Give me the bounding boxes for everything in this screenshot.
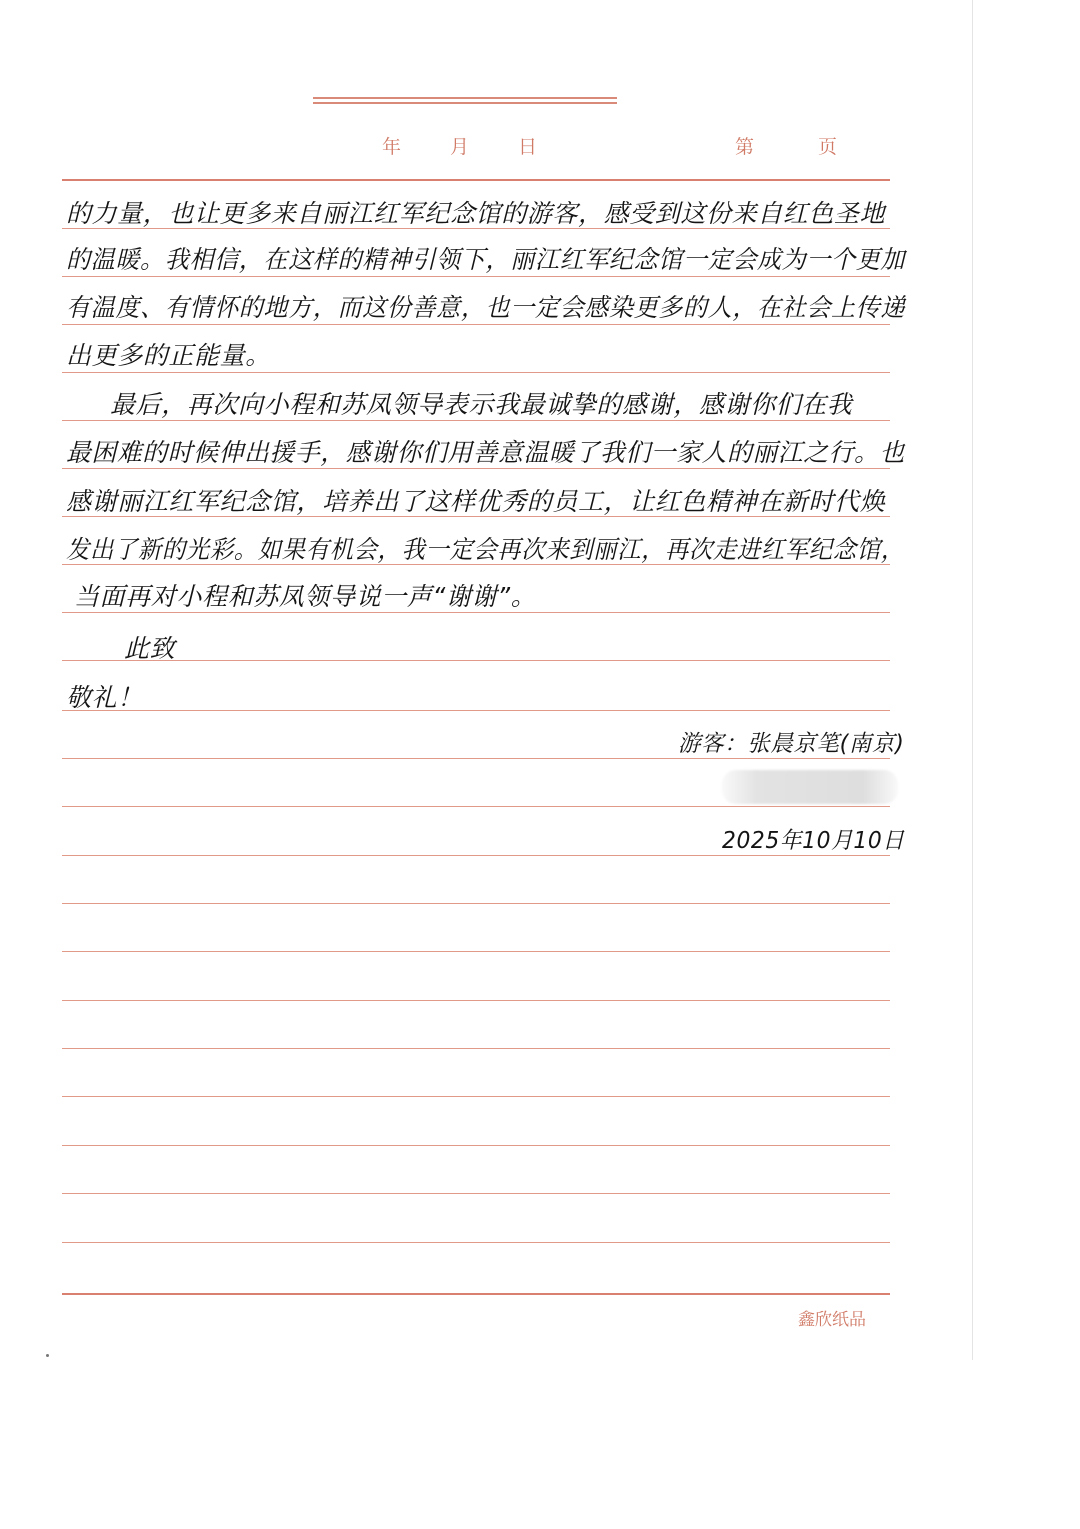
signature: 游客：张晨京笔(南京) (678, 731, 905, 757)
ruled-line (62, 1242, 890, 1243)
letter-line: 有温度、有情怀的地方，而这份善意，也一定会感染更多的人，在社会上传递 (66, 293, 906, 322)
ruled-line (62, 612, 890, 613)
ruled-line (62, 468, 890, 469)
letter-line: 的温暖。我相信，在这样的精神引领下，丽江红军纪念馆一定会成为一个更加 (66, 245, 906, 274)
letter-line: 发出了新的光彩。如果有机会，我一定会再次来到丽江，再次走进红军纪念馆， (66, 535, 905, 564)
ruled-line (62, 1096, 890, 1097)
letter-date: 2025年10月10日 (722, 828, 905, 854)
header-rule-top (313, 97, 617, 99)
ruled-line (62, 420, 890, 421)
letter-line: 最困难的时候伸出援手，感谢你们用善意温暖了我们一家人的丽江之行。也 (66, 438, 905, 467)
ruled-line (62, 1048, 890, 1049)
ruled-line (62, 372, 890, 373)
header-rule-bottom (313, 102, 617, 104)
ruled-line (62, 710, 890, 711)
letter-line: 出更多的正能量。 (66, 341, 271, 370)
page-edge (972, 0, 973, 1360)
ruled-line (62, 1000, 890, 1001)
redacted-area (722, 770, 898, 804)
letter-line: 当面再对小程和苏凤领导说一声“谢谢”。 (74, 582, 537, 611)
closing-regards: 敬礼！ (66, 683, 143, 712)
year-label: 年 (382, 136, 402, 158)
ruled-line (62, 1193, 890, 1194)
page-suffix-label: 页 (818, 136, 838, 158)
ruled-line (62, 660, 890, 661)
ruled-line (62, 276, 890, 277)
month-label: 月 (450, 136, 470, 158)
ruled-line (62, 903, 890, 904)
letter-line: 最后，再次向小程和苏凤领导表示我最诚挚的感谢，感谢你们在我 (110, 390, 853, 419)
letter-line: 的力量，也让更多来自丽江红军纪念馆的游客，感受到这份来自红色圣地 (66, 199, 886, 228)
ruled-line (62, 951, 890, 952)
day-label: 日 (518, 136, 538, 158)
ruled-line (62, 1145, 890, 1146)
scan-speck (46, 1354, 49, 1357)
paper-brand: 鑫欣纸品 (798, 1310, 866, 1330)
closing-salutation: 此致 (124, 634, 176, 663)
ruled-line (62, 806, 890, 807)
page-prefix-label: 第 (735, 136, 755, 158)
letter-line: 感谢丽江红军纪念馆，培养出了这样优秀的员工，让红色精神在新时代焕 (66, 487, 886, 516)
ruled-line (62, 179, 890, 181)
ruled-line (62, 324, 890, 325)
ruled-line (62, 1293, 890, 1295)
